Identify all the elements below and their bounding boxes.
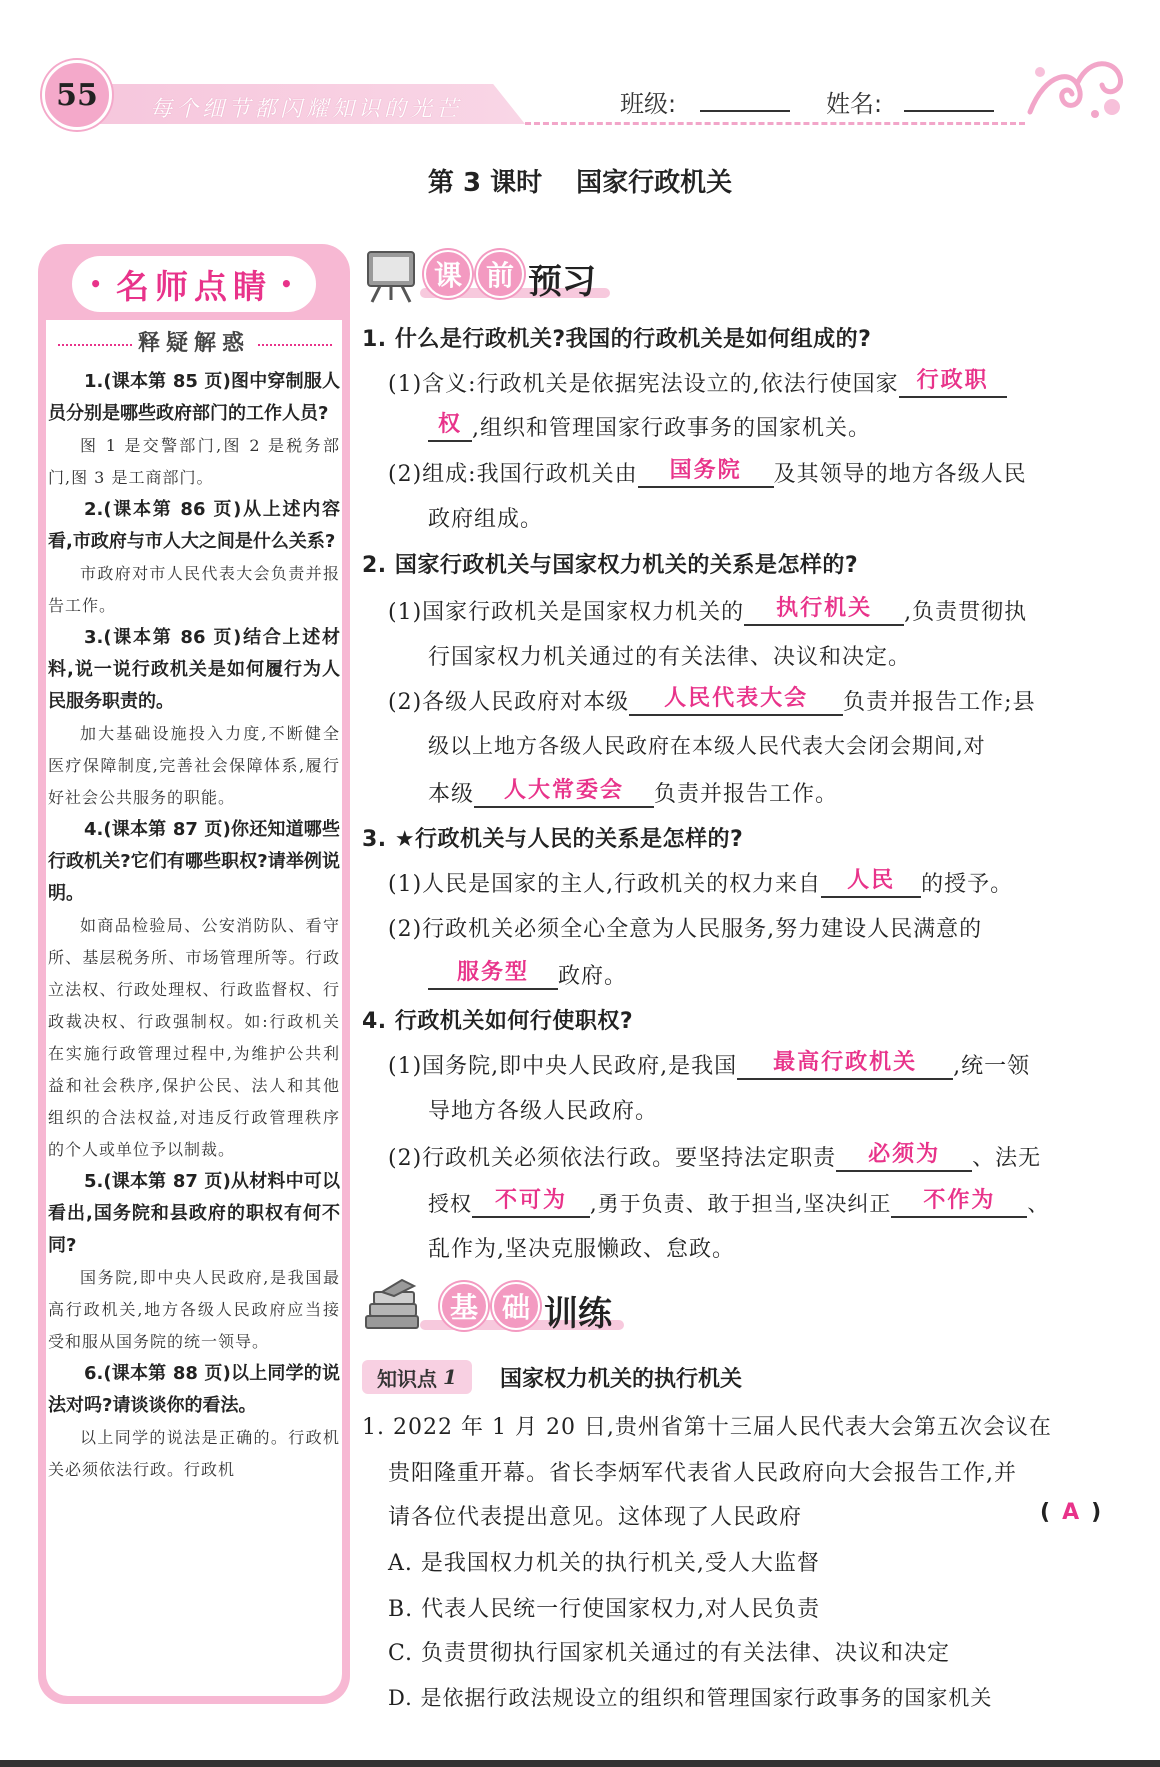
text-segment: ,勇于负责、敢于担当,坚决纠正 <box>590 1192 892 1216</box>
text-segment: 负责并报告工作。 <box>654 782 839 807</box>
sidebar-answer: 市政府对市人民代表大会负责并报告工作。 <box>48 564 340 615</box>
section-title-preview: 预习 <box>528 262 596 302</box>
class-blank[interactable] <box>700 110 790 112</box>
sidebar-question: 3.(课本第 86 页)结合上述材料,说一说行政机关是如何履行为人民服务职责的。 <box>48 627 340 712</box>
sidebar-content <box>48 366 340 1486</box>
answer-blank: 国务院 <box>638 456 774 488</box>
text-segment: (2)各级人民政府对本级 <box>388 690 630 715</box>
text-segment: (1)人民是国家的主人,行政机关的权力来自 <box>388 872 822 897</box>
sidebar-answer: 加大基础设施投入力度,不断健全医疗保障制度,完善社会保障体系,履行好社会公共服务的职能。 <box>48 724 340 807</box>
tv-easel-icon <box>362 244 422 304</box>
sidebar-title-text: • 名师点睛 <box>116 266 272 306</box>
question-4-1-cont: 导地方各级人民政府。 <box>428 1099 659 1124</box>
exercise-1-line3: 请各位代表提出意见。这体现了人民政府 <box>388 1505 803 1530</box>
question-3-1 <box>388 866 1013 898</box>
question-4-2 <box>388 1140 1041 1172</box>
option-b: B. 代表人民统一行使国家权力,对人民负责 <box>388 1597 821 1622</box>
text-segment: (1)国家行政机关是国家权力机关的 <box>388 600 745 625</box>
question-1-1-cont <box>428 410 871 442</box>
option-a: A. 是我国权力机关的执行机关,受人大监督 <box>388 1551 820 1576</box>
option-c: C. 负责贯彻执行国家机关通过的有关法律、决议和决定 <box>388 1641 951 1666</box>
section-title-training: 训练 <box>544 1294 612 1334</box>
text-segment: 的授予。 <box>921 872 1014 897</box>
text-segment: 、 <box>1027 1192 1050 1216</box>
flourish-ornament-icon <box>1020 52 1130 127</box>
question-1-2-cont: 政府组成。 <box>428 507 544 532</box>
question-2-2 <box>388 684 1036 716</box>
text-segment: (1)含义:行政机关是依据宪法设立的,依法行使国家 <box>388 372 899 397</box>
knowledge-point-tag <box>362 1360 472 1394</box>
sidebar-title <box>72 256 316 312</box>
question-1: 1. 什么是行政机关?我国的行政机关是如何组成的? <box>362 327 872 352</box>
kp-number: 1 <box>443 1365 457 1389</box>
text-segment: ,组织和管理国家行政事务的国家机关。 <box>472 416 871 441</box>
exercise-1-line2: 贵阳隆重开幕。省长李炳军代表省人民政府向大会报告工作,并 <box>388 1461 1017 1486</box>
text-segment: (2)组成:我国行政机关由 <box>388 462 638 487</box>
page-number-badge: 55 <box>42 60 112 130</box>
section-bubble: 础 <box>492 1282 540 1330</box>
sidebar-subtitle-text: 释疑解惑 <box>132 331 256 356</box>
question-4-2-cont <box>428 1186 1049 1218</box>
question-4: 4. 行政机关如何行使职权? <box>362 1009 634 1034</box>
text-segment: 负责并报告工作;县 <box>843 690 1036 715</box>
answer-blank: 服务型 <box>428 958 558 990</box>
sidebar-subtitle <box>46 326 342 357</box>
answer-blank: 不作为 <box>891 1186 1027 1218</box>
sidebar-question: 1.(课本第 85 页)图中穿制服人员分别是哪些政府部门的工作人员? <box>48 371 340 424</box>
lesson-name: 国家行政机关 <box>576 168 733 198</box>
text-segment: (2)行政机关必须依法行政。要坚持法定职责 <box>388 1146 837 1171</box>
lesson-number: 第 3 课时 <box>427 168 543 198</box>
section-bubble: 课 <box>424 250 472 298</box>
text-segment: 及其领导的地方各级人民 <box>773 462 1027 487</box>
text-segment: (1)国务院,即中央人民政府,是我国 <box>388 1054 738 1079</box>
bottom-bar <box>0 1760 1160 1767</box>
question-2-1-cont: 行国家权力机关通过的有关法律、决议和决定。 <box>428 645 912 670</box>
kp-label: 知识点 <box>377 1366 438 1391</box>
question-4-1 <box>388 1048 1030 1080</box>
class-label: 班级: <box>620 90 677 118</box>
sidebar-question: 2.(课本第 86 页)从上述内容看,市政府与市人大之间是什么关系? <box>48 499 340 552</box>
question-1-1 <box>388 366 1007 398</box>
answer-blank: 人大常委会 <box>474 776 654 808</box>
section-bubble: 基 <box>440 1282 488 1330</box>
question-2-2-cont: 级以上地方各级人民政府在本级人民代表大会闭会期间,对 <box>428 734 986 758</box>
sidebar-answer: 国务院,即中央人民政府,是我国最高行政机关,地方各级人民政府应当接受和服从国务院的统一领导。 <box>48 1268 340 1351</box>
text-segment: 本级 <box>428 782 475 807</box>
question-1-2 <box>388 456 1027 488</box>
answer-blank: 最高行政机关 <box>737 1048 953 1080</box>
question-4-2-cont2: 乱作为,坚决克服懒政、怠政。 <box>428 1237 735 1262</box>
lesson-title <box>0 162 1160 199</box>
question-2-1 <box>388 594 1027 626</box>
books-stack-icon <box>362 1276 422 1336</box>
header-slogan: 每个细节都闪耀知识的光芒 <box>150 97 463 122</box>
sidebar-answer: 以上同学的说法是正确的。行政机关必须依法行政。行政机 <box>48 1428 340 1479</box>
question-3-2: (2)行政机关必须全心全意为人民服务,努力建设人民满意的 <box>388 917 983 942</box>
option-d: D. 是依据行政法规设立的组织和管理国家行政事务的国家机关 <box>388 1686 993 1710</box>
header-divider <box>525 122 1025 125</box>
sidebar-answer: 如商品检验局、公安消防队、看守所、基层税务所、市场管理所等。行政立法权、行政处理权、行政监督权、行政裁决权、行政强制权。如:行政机关在实施行政管理过程中,为维护公共利益和社会秩序,保护公民、法人和其他组织的合法权益,对违反行政管理秩序的个人或单位予以制裁。 <box>48 916 340 1159</box>
answer-blank: 人民 <box>821 866 921 898</box>
text-segment: 授权 <box>428 1192 472 1216</box>
answer-blank: 人民代表大会 <box>629 684 843 716</box>
section-bubble: 前 <box>476 250 524 298</box>
question-3: 3. ★行政机关与人民的关系是怎样的? <box>362 827 744 852</box>
name-blank[interactable] <box>904 110 994 112</box>
answer-blank: 行政职 <box>899 366 1007 398</box>
sidebar-question: 5.(课本第 87 页)从材料中可以看出,国务院和县政府的职权有何不同? <box>48 1171 340 1256</box>
text-segment: ,负责贯彻执 <box>904 600 1028 625</box>
sidebar-answer: 图 1 是交警部门,图 2 是税务部门,图 3 是工商部门。 <box>48 436 340 487</box>
text-segment: ,统一领 <box>953 1054 1031 1079</box>
knowledge-point-title: 国家权力机关的执行机关 <box>500 1367 743 1392</box>
answer-bracket: ( A ) <box>1040 1500 1102 1525</box>
answer-blank: 不可为 <box>472 1186 590 1218</box>
answer-choice: A <box>1062 1500 1080 1525</box>
text-segment: 政府。 <box>558 964 628 989</box>
question-3-2-cont <box>428 958 627 990</box>
exercise-1-line1: 1. 2022 年 1 月 20 日,贵州省第十三届人民代表大会第五次会议在 <box>362 1415 1052 1440</box>
name-label: 姓名: <box>826 90 883 118</box>
question-2: 2. 国家行政机关与国家权力机关的关系是怎样的? <box>362 553 859 578</box>
text-segment: 、法无 <box>972 1146 1042 1171</box>
sidebar-question: 4.(课本第 87 页)你还知道哪些行政机关?它们有哪些职权?请举例说明。 <box>48 819 340 904</box>
sidebar-question: 6.(课本第 88 页)以上同学的说法对吗?请谈谈你的看法。 <box>48 1363 340 1416</box>
answer-blank: 执行机关 <box>744 594 904 626</box>
answer-blank: 权 <box>428 410 472 442</box>
question-2-2-cont2 <box>428 776 838 808</box>
answer-blank: 必须为 <box>836 1140 972 1172</box>
